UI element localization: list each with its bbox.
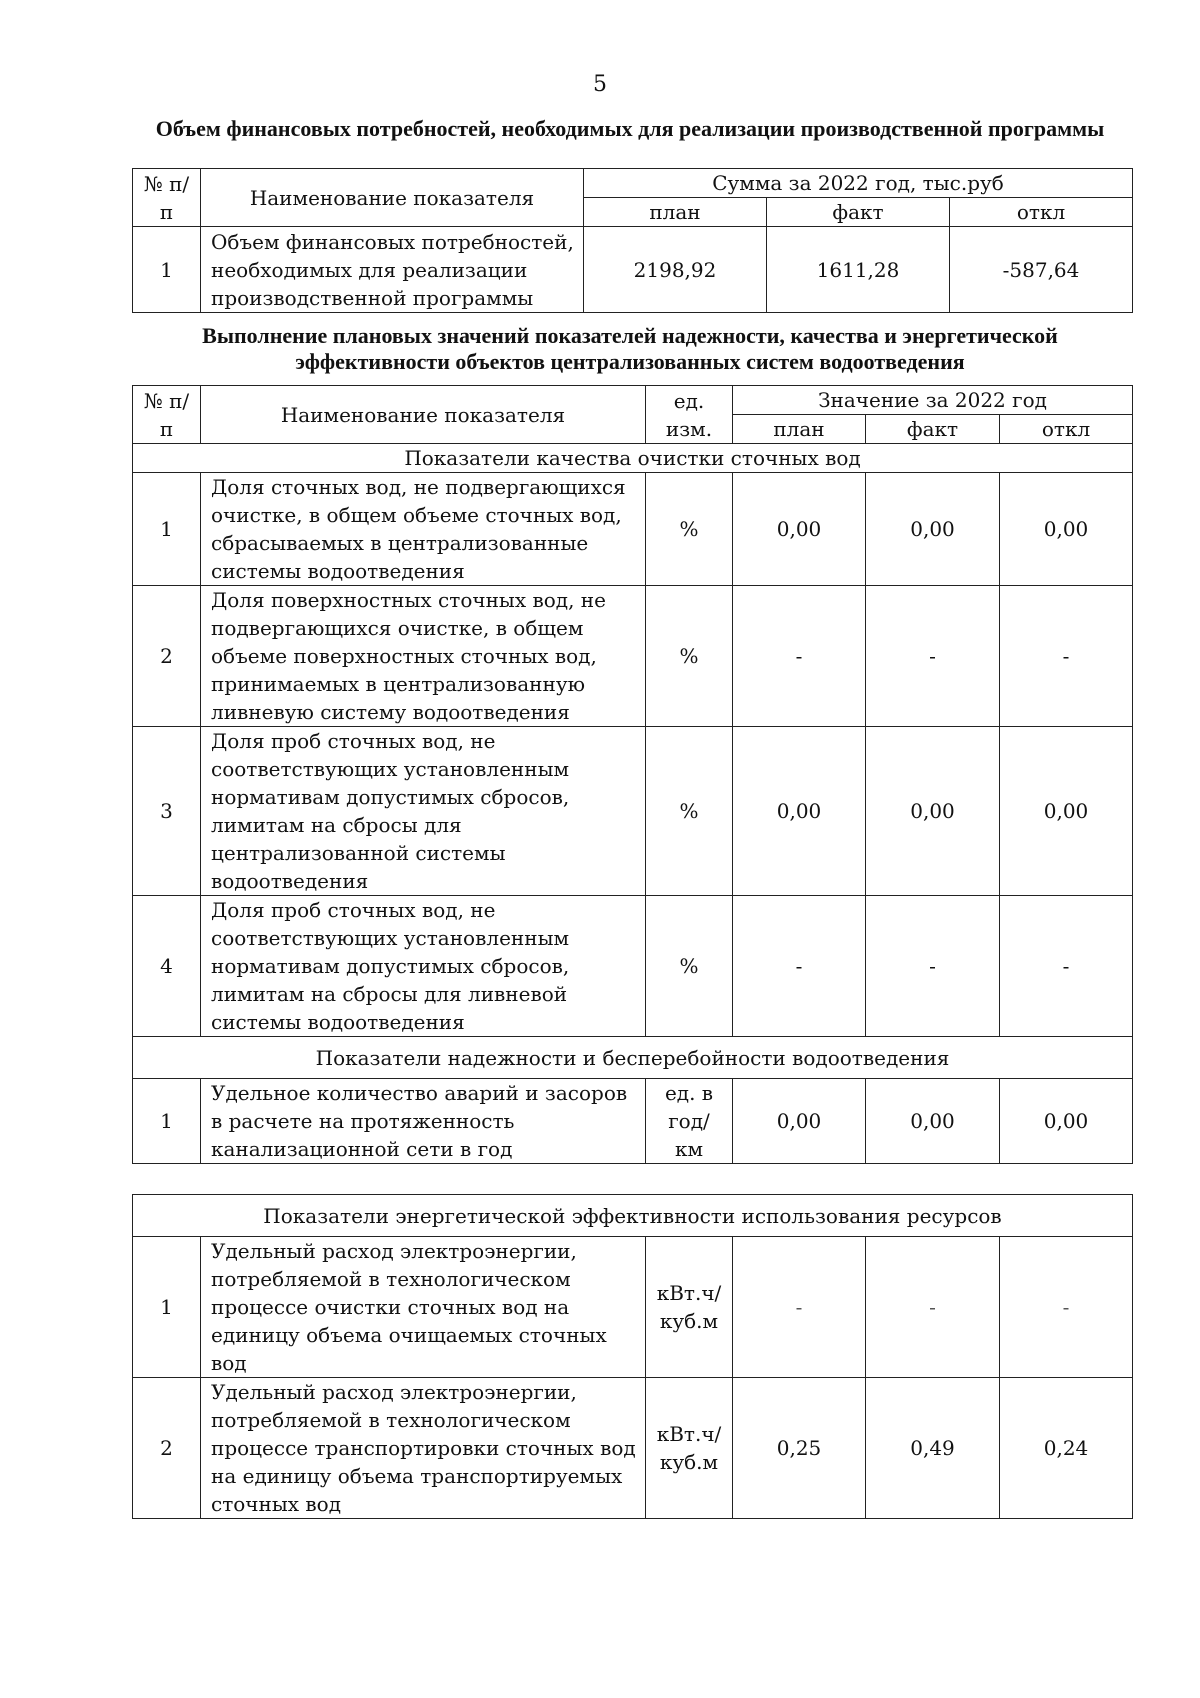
header-dev: откл (950, 198, 1133, 227)
header-name: Наименование показателя (201, 386, 646, 444)
row-plan: - (733, 896, 866, 1037)
row-unit: % (646, 727, 733, 896)
row-name: Объем финансовых потребностей, необходимых для реализации производственной программы (201, 227, 584, 313)
row-plan: - (733, 586, 866, 727)
row-dev: 0,00 (1000, 1079, 1133, 1164)
row-num: 1 (133, 1237, 201, 1378)
row-name: Удельное количество аварий и засоров в расчете на протяженность канализационной сети в год (201, 1079, 646, 1164)
row-num: 2 (133, 586, 201, 727)
row-num: 1 (133, 1079, 201, 1164)
row-fact: 0,00 (866, 727, 1000, 896)
table-row (133, 896, 1133, 1037)
financial-table-title: Объем финансовых потребностей, необходимых для реализации производственной программы (155, 116, 1105, 141)
row-name: Удельный расход электроэнергии, потребляемой в технологическом процессе транспортировки сточных вод на единицу объема транспортируемых сточных вод (201, 1378, 646, 1519)
header-value: Значение за 2022 год (733, 386, 1133, 415)
row-name: Доля поверхностных сточных вод, не подвергающихся очистке, в общем объеме поверхностных сточных вод, принимаемых в централизованную ливневую систему водоотведения (201, 586, 646, 727)
page-number: 5 (593, 72, 607, 97)
row-unit: кВт.ч/ куб.м (646, 1378, 733, 1519)
row-fact: - (866, 586, 1000, 727)
row-dev: - (1000, 1237, 1133, 1378)
indicators-table-title: Выполнение плановых значений показателей надежности, качества и энергетической эффективности объектов централизованных систем водоотведения (202, 323, 1058, 374)
row-unit: кВт.ч/ куб.м (646, 1237, 733, 1378)
row-unit: % (646, 896, 733, 1037)
header-dev: откл (1000, 415, 1133, 444)
table-row (133, 473, 1133, 586)
row-unit: % (646, 473, 733, 586)
row-plan: 0,25 (733, 1378, 866, 1519)
row-num: 1 (133, 473, 201, 586)
row-fact: 0,00 (866, 473, 1000, 586)
row-dev: 0,24 (1000, 1378, 1133, 1519)
row-plan: 2198,92 (584, 227, 767, 313)
header-sum: Сумма за 2022 год, тыс.руб (584, 169, 1133, 198)
row-unit: % (646, 586, 733, 727)
row-dev: -587,64 (950, 227, 1133, 313)
row-name: Доля проб сточных вод, не соответствующих установленным нормативам допустимых сбросов, лимитам на сбросы для централизованной системы водоотведения (201, 727, 646, 896)
row-num: 2 (133, 1378, 201, 1519)
header-num: № п/п (133, 386, 201, 444)
row-fact: 0,49 (866, 1378, 1000, 1519)
header-unit: ед. изм. (646, 386, 733, 444)
table-row (133, 1237, 1133, 1378)
row-fact: - (866, 896, 1000, 1037)
header-num: № п/п (133, 169, 201, 227)
row-fact: 0,00 (866, 1079, 1000, 1164)
row-fact: - (866, 1237, 1000, 1378)
table-row (133, 727, 1133, 896)
section-reliability: Показатели надежности и бесперебойности водоотведения (133, 1037, 1133, 1079)
row-name: Доля проб сточных вод, не соответствующих установленным нормативам допустимых сбросов, лимитам на сбросы для ливневой системы водоотведения (201, 896, 646, 1037)
header-plan: план (733, 415, 866, 444)
row-num: 3 (133, 727, 201, 896)
energy-efficiency-table (132, 1194, 1133, 1519)
row-dev: 0,00 (1000, 473, 1133, 586)
table-row (133, 1378, 1133, 1519)
row-plan: 0,00 (733, 1079, 866, 1164)
header-fact: факт (767, 198, 950, 227)
header-plan: план (584, 198, 767, 227)
row-unit: ед. в год/ км (646, 1079, 733, 1164)
table-row (133, 227, 1133, 313)
section-energy: Показатели энергетической эффективности использования ресурсов (133, 1195, 1133, 1237)
header-name: Наименование показателя (201, 169, 584, 227)
row-num: 1 (133, 227, 201, 313)
financial-needs-table (132, 168, 1133, 313)
row-name: Удельный расход электроэнергии, потребляемой в технологическом процессе очистки сточных вод на единицу объема очищаемых сточных вод (201, 1237, 646, 1378)
indicators-table (132, 385, 1133, 1164)
row-name: Доля сточных вод, не подвергающихся очистке, в общем объеме сточных вод, сбрасываемых в централизованные системы водоотведения (201, 473, 646, 586)
row-plan: 0,00 (733, 473, 866, 586)
table-row (133, 1079, 1133, 1164)
row-plan: - (733, 1237, 866, 1378)
row-num: 4 (133, 896, 201, 1037)
row-dev: - (1000, 586, 1133, 727)
row-dev: 0,00 (1000, 727, 1133, 896)
header-fact: факт (866, 415, 1000, 444)
table-row (133, 586, 1133, 727)
row-plan: 0,00 (733, 727, 866, 896)
row-fact: 1611,28 (767, 227, 950, 313)
section-quality: Показатели качества очистки сточных вод (133, 444, 1133, 473)
row-dev: - (1000, 896, 1133, 1037)
